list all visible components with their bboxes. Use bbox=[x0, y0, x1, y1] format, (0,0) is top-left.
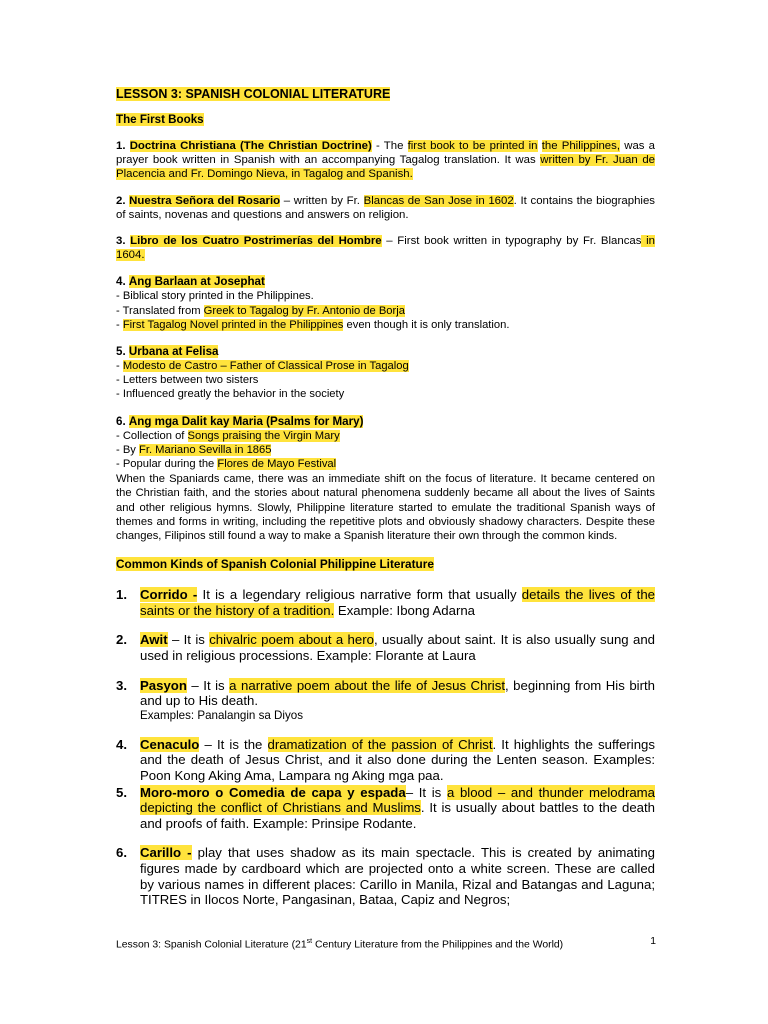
kind-1: 1. Corrido - It is a legendary religious narrative form that usually details the lives of the saints or the history of a tradition. Example: Ibong Adarna bbox=[116, 587, 655, 618]
kind-1-title: Corrido - bbox=[140, 587, 198, 603]
lesson-title: LESSON 3: SPANISH COLONIAL LITERATURE bbox=[116, 87, 391, 101]
kind-3-title: Pasyon bbox=[140, 677, 187, 693]
list-item: - First Tagalog Novel printed in the Philippines even though it is only translation. bbox=[116, 318, 510, 331]
kinds-title: Common Kinds of Spanish Colonial Philippine Literature bbox=[116, 557, 434, 572]
page-footer: Lesson 3: Spanish Colonial Literature (21st Century Literature from the Philippines and the World) 1 bbox=[116, 936, 656, 951]
body-paragraph: When the Spaniards came, there was an immediate shift on the focus of literature. It became centered on the Christian faith, and the stories about natural phenomena suddenly became all about the lives of Saints and other religious hymns. Slowly, Philippine literature started to emulate the traditional Spanish ways of themes and forms in writing, including the repetitive plots and obviously shadowy characters. Despite these changes, Filipinos still found a way to make a Spanish literature their own through the common kinds. bbox=[116, 473, 655, 543]
document-page bbox=[116, 86, 655, 908]
kind-4-title: Cenaculo bbox=[140, 736, 200, 752]
book-2-title: Nuestra Señora del Rosario bbox=[129, 194, 281, 207]
book-4-title: Ang Barlaan at Josephat bbox=[128, 275, 265, 289]
kind-5: 5. Moro-moro o Comedia de capa y espada– It is a blood – and thunder melodrama depicting the conflict of Christians and Muslims. It is usually about battles to the death and proofs of faith. Example: Prinsipe Rodante. bbox=[116, 784, 655, 831]
list-item: - Modesto de Castro – Father of Classical Prose in Tagalog bbox=[116, 360, 409, 373]
book-3: 3. Libro de los Cuatro Postrimerías del Hombre – First book written in typography by Fr. Blancas in 1604. bbox=[116, 235, 656, 262]
list-item: - Collection of Songs praising the Virgin Mary bbox=[116, 429, 340, 442]
kind-3: 3. Pasyon – It is a narrative poem about the life of Jesus Christ, beginning from His birth and up to His death. Examples: Panalangin sa Diyos bbox=[116, 677, 655, 722]
list-item: - Influenced greatly the behavior in the society bbox=[116, 388, 345, 401]
list-item: - Biblical story printed in the Philippines. bbox=[116, 290, 314, 303]
list-item: - Letters between two sisters bbox=[116, 374, 259, 387]
kind-6: 6. Carillo - play that uses shadow as its main spectacle. This is created by animating figures made by cardboard which are projected onto a white screen. These are called by various names in different places: Carillo in Manila, Rizal and Batangas and Laguna; TITRES in Ilocos Norte, Pangasinan, Bataa, Capiz and Negros; bbox=[116, 845, 656, 908]
list-item: - Popular during the Flores de Mayo Festival bbox=[116, 458, 337, 471]
kind-2: 2. Awit – It is chivalric poem about a hero, usually about saint. It is also usually sung and used in religious processions. Example: Florante at Laura bbox=[116, 632, 655, 664]
book-1: 1. Doctrina Christiana (The Christian Doctrine) - The first book to be printed in the Philippines, was a prayer book written in Spanish with an accompanying Tagalog translation. It was written by Fr. Juan de Placencia and Fr. Domingo Nieva, in Tagalog and Spanish. bbox=[116, 140, 655, 181]
list-item: - By Fr. Mariano Sevilla in 1865 bbox=[116, 443, 272, 456]
kind-2-title: Awit bbox=[140, 632, 168, 648]
first-books-title: The First Books bbox=[116, 113, 204, 126]
kind-3-examples: Examples: Panalangin sa Diyos bbox=[140, 708, 304, 722]
kind-4: 4. Cenaculo – It is the dramatization of the passion of Christ. It highlights the sufferings and the death of Jesus Christ, and it also done during the Lenten season. Examples: Poon Kong Aking Ama, Lampara ng Aking mga paa. bbox=[116, 736, 655, 784]
book-6-title: Ang mga Dalit kay Maria (Psalms for Mary) bbox=[128, 414, 364, 428]
book-6: 6. Ang mga Dalit kay Maria (Psalms for Mary) - Collection of Songs praising the Virgin Mary - By Fr. Mariano Sevilla in 1865 - Popular during the Flores de Mayo Festival When the Spaniards came, there was an immediate shift on the focus of literature. It became centered on the Christian faith, and the stories about natural phenomena suddenly became all about the lives of Saints and other religious hymns. Slowly, Philippine literature started to emulate the traditional Spanish ways of themes and forms in writing, including the repetitive plots and obviously shadowy characters. Despite these changes, Filipinos still found a way to make a Spanish literature their own through the common kinds. bbox=[116, 414, 655, 543]
book-4: 4. Ang Barlaan at Josephat - Biblical story printed in the Philippines. - Translated from Greek to Tagalog by Fr. Antonio de Borja - First Tagalog Novel printed in the Philippines even though it is only translation. bbox=[116, 274, 655, 332]
book-3-title: Libro de los Cuatro Postrimerías del Hombre bbox=[130, 235, 382, 248]
book-2: 2. Nuestra Señora del Rosario – written by Fr. Blancas de San Jose in 1602. It contains the biographies of saints, novenas and questions and answers on religion. bbox=[116, 194, 655, 221]
kind-6-title: Carillo - bbox=[140, 845, 192, 861]
list-item: - Translated from Greek to Tagalog by Fr. Antonio de Borja bbox=[116, 304, 405, 317]
book-5: 5. Urbana at Felisa - Modesto de Castro – Father of Classical Prose in Tagalog - Letters between two sisters - Influenced greatly the behavior in the society bbox=[116, 344, 655, 402]
book-5-title: Urbana at Felisa bbox=[128, 345, 219, 359]
page-number: 1 bbox=[650, 936, 656, 947]
kind-5-title: Moro-moro o Comedia de capa y espada bbox=[140, 784, 406, 800]
book-1-title: Doctrina Christiana (The Christian Doctrine) bbox=[129, 140, 372, 152]
